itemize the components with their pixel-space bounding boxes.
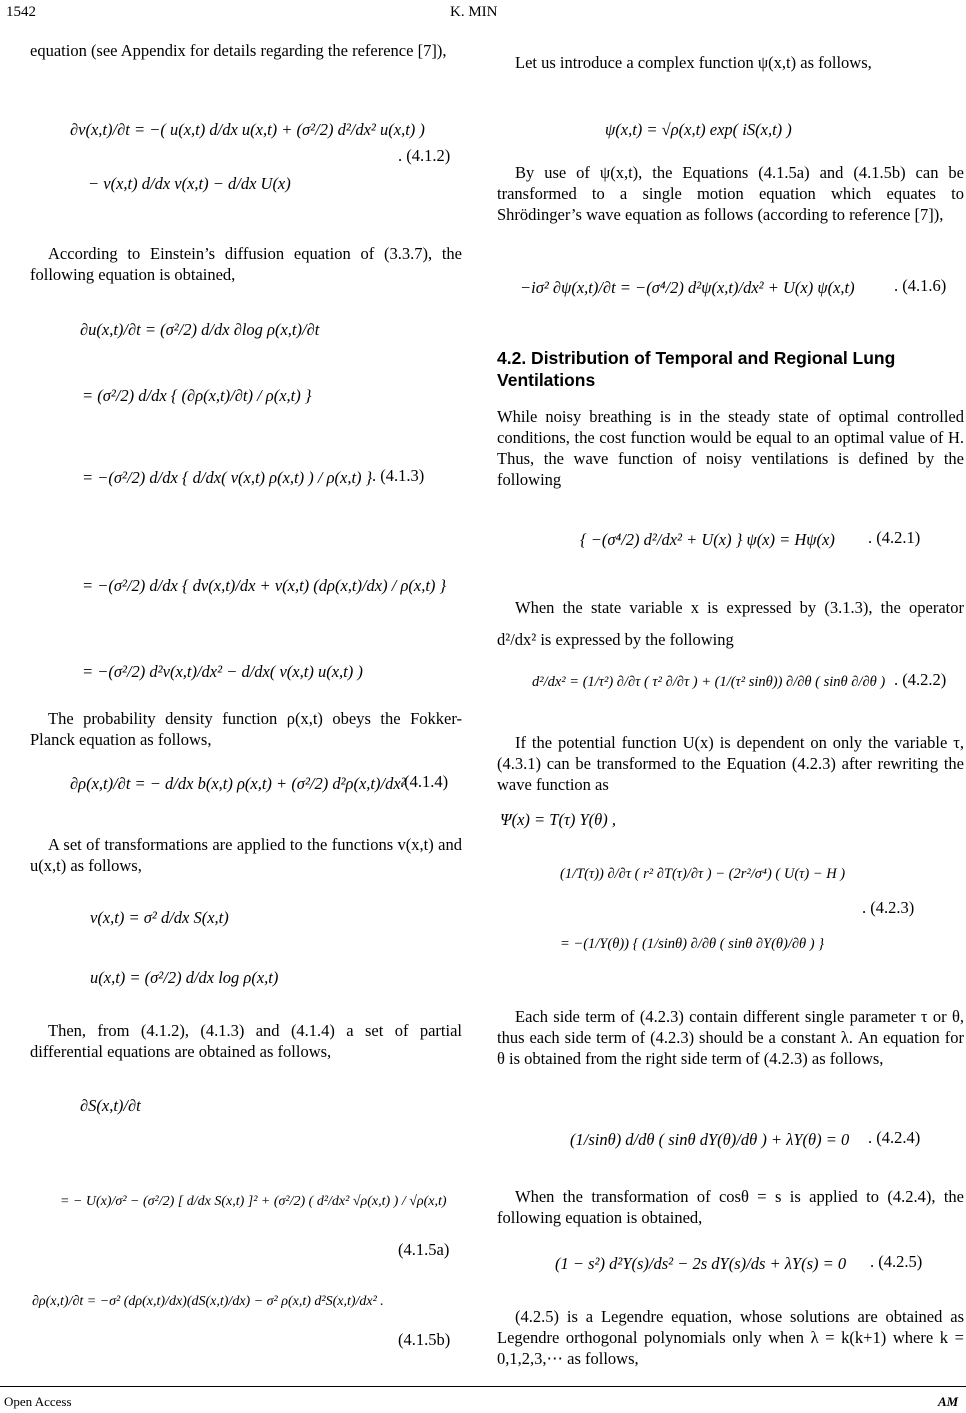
paragraph: (4.2.5) is a Legendre equation, whose solutions are obtained as Legendre orthogonal polynomials only when λ = k(k+1) where k = 0,1,2,3,⋯ as follows, (497, 1307, 964, 1368)
equation-Psi: Ψ(x) = T(τ) Y(θ) , (500, 810, 617, 829)
equation-number: (4.1.5b) (398, 1330, 451, 1349)
equation-4-1-4: ∂ρ(x,t)/∂t = − d/dx b(x,t) ρ(x,t) + (σ²/2) d²ρ(x,t)/dx² (70, 774, 406, 793)
paragraph: When the state variable x is expressed by (3.1.3), the operator d²/dx² is expressed by the following (497, 598, 964, 649)
equation-4-2-2: d²/dx² = (1/τ²) ∂/∂τ ( τ² ∂/∂τ ) + (1/(τ² sinθ)) ∂/∂θ ( sinθ ∂/∂θ ) (532, 674, 886, 690)
equation-number: .(4.1.4) (400, 772, 449, 791)
running-header-author: K. MIN (450, 4, 498, 20)
equation-number: . (4.2.3) (862, 898, 915, 917)
paragraph: A set of transformations are applied to the functions v(x,t) and u(x,t) as follows, (30, 835, 462, 875)
paragraph: When the transformation of cosθ = s is applied to (4.2.4), the following equation is obtained, (497, 1187, 964, 1227)
equation-4-1-2-line1: ∂v(x,t)/∂t = −( u(x,t) d/dx u(x,t) + (σ²/2) d²/dx² u(x,t) ) (70, 120, 425, 139)
equation-4-1-2-line2: − v(x,t) d/dx v(x,t) − d/dx U(x) (88, 174, 291, 193)
equation-4-2-1: { −(σ⁴/2) d²/dx² + U(x) } ψ(x) = Hψ(x) (580, 530, 835, 549)
paragraph: According to Einstein’s diffusion equation of (3.3.7), the following equation is obtained, (30, 244, 462, 284)
equation-4-2-3-line2: = −(1/Y(θ)) { (1/sinθ) ∂/∂θ ( sinθ ∂Y(θ)/∂θ ) } (560, 936, 825, 952)
paragraph: By use of ψ(x,t), the Equations (4.1.5a) and (4.1.5b) can be transformed to a single motion equation which equates to Shrödinger’s wave equation as follows (according to reference [7]), (497, 163, 964, 224)
equation-4-1-5a-line2: = − U(x)/σ² − (σ²/2) [ d/dx S(x,t) ]² + (σ²/2) ( d²/dx² √ρ(x,t) ) / √ρ(x,t) (60, 1194, 447, 1209)
equation-4-1-6: −iσ² ∂ψ(x,t)/∂t = −(σ⁴/2) d²ψ(x,t)/dx² + U(x) ψ(x,t) (520, 278, 855, 297)
equation-4-2-3-line1: (1/T(τ)) ∂/∂τ ( r² ∂T(τ)/∂τ ) − (2r²/σ⁴) ( U(τ) − H ) (560, 866, 846, 882)
equation-4-1-3-line4: = −(σ²/2) d/dx { dv(x,t)/dx + v(x,t) (dρ(x,t)/dx) / ρ(x,t) } (82, 576, 447, 595)
equation-4-2-4: (1/sinθ) d/dθ ( sinθ dY(θ)/dθ ) + λY(θ) = 0 (570, 1130, 850, 1149)
equation-4-2-5: (1 − s²) d²Y(s)/ds² − 2s dY(s)/ds + λY(s) = 0 (555, 1254, 847, 1273)
footer-journal: AM (938, 1394, 959, 1409)
equation-4-1-5a-line1: ∂S(x,t)/∂t (80, 1096, 141, 1115)
paragraph: Then, from (4.1.2), (4.1.3) and (4.1.4) a set of partial differential equations are obtained as follows, (30, 1021, 462, 1061)
equation-number: . (4.1.3) (372, 466, 425, 485)
equation-4-1-5b: ∂ρ(x,t)/∂t = −σ² (dρ(x,t)/dx)(dS(x,t)/dx) − σ² ρ(x,t) d²S(x,t)/dx² . (32, 1294, 384, 1309)
section-heading: 4.2. Distribution of Temporal and Regional Lung Ventilations (497, 348, 896, 390)
equation-number: . (4.2.5) (870, 1252, 923, 1271)
equation-number: . (4.2.2) (894, 670, 947, 689)
paragraph: While noisy breathing is in the steady state of optimal controlled conditions, the cost function would be equal to an optimal value of H. Thus, the wave function of noisy ventilations is defined by the following (497, 407, 964, 489)
paragraph: Let us introduce a complex function ψ(x,t) as follows, (515, 53, 872, 72)
equation-number: . (4.1.6) (894, 276, 947, 295)
paragraph: The probability density function ρ(x,t) obeys the Fokker-Planck equation as follows, (30, 709, 462, 749)
paragraph: If the potential function U(x) is dependent on only the variable τ, (4.3.1) can be transformed to the Equation (4.2.3) after rewriting the wave function as (497, 733, 964, 794)
footer-divider (0, 1386, 966, 1387)
equation-psi: ψ(x,t) = √ρ(x,t) exp( iS(x,t) ) (605, 120, 792, 139)
equation-4-1-3-line2: = (σ²/2) d/dx { (∂ρ(x,t)/∂t) / ρ(x,t) } (82, 386, 312, 405)
equation-number: . (4.1.2) (398, 146, 451, 165)
equation-number: (4.1.5a) (398, 1240, 450, 1259)
equation-u: u(x,t) = (σ²/2) d/dx log ρ(x,t) (90, 968, 279, 987)
footer-open-access: Open Access (4, 1394, 72, 1409)
page-number: 1542 (6, 4, 36, 20)
paragraph: equation (see Appendix for details regarding the reference [7]), (30, 41, 447, 60)
equation-4-1-3-line5: = −(σ²/2) d²v(x,t)/dx² − d/dx( v(x,t) u(x,t) ) (82, 662, 363, 681)
equation-number: . (4.2.4) (868, 1128, 921, 1147)
equation-4-1-3-line1: ∂u(x,t)/∂t = (σ²/2) d/dx ∂log ρ(x,t)/∂t (80, 320, 320, 339)
equation-v: v(x,t) = σ² d/dx S(x,t) (90, 908, 229, 927)
paragraph: Each side term of (4.2.3) contain different single parameter τ or θ, thus each side term of (4.2.3) should be a constant λ. An equation for θ is obtained from the right side term of (4.2.3) as follows, (497, 1007, 964, 1068)
equation-number: . (4.2.1) (868, 528, 921, 547)
equation-4-1-3-line3: = −(σ²/2) d/dx { d/dx( v(x,t) ρ(x,t) ) / ρ(x,t) } (82, 468, 373, 487)
